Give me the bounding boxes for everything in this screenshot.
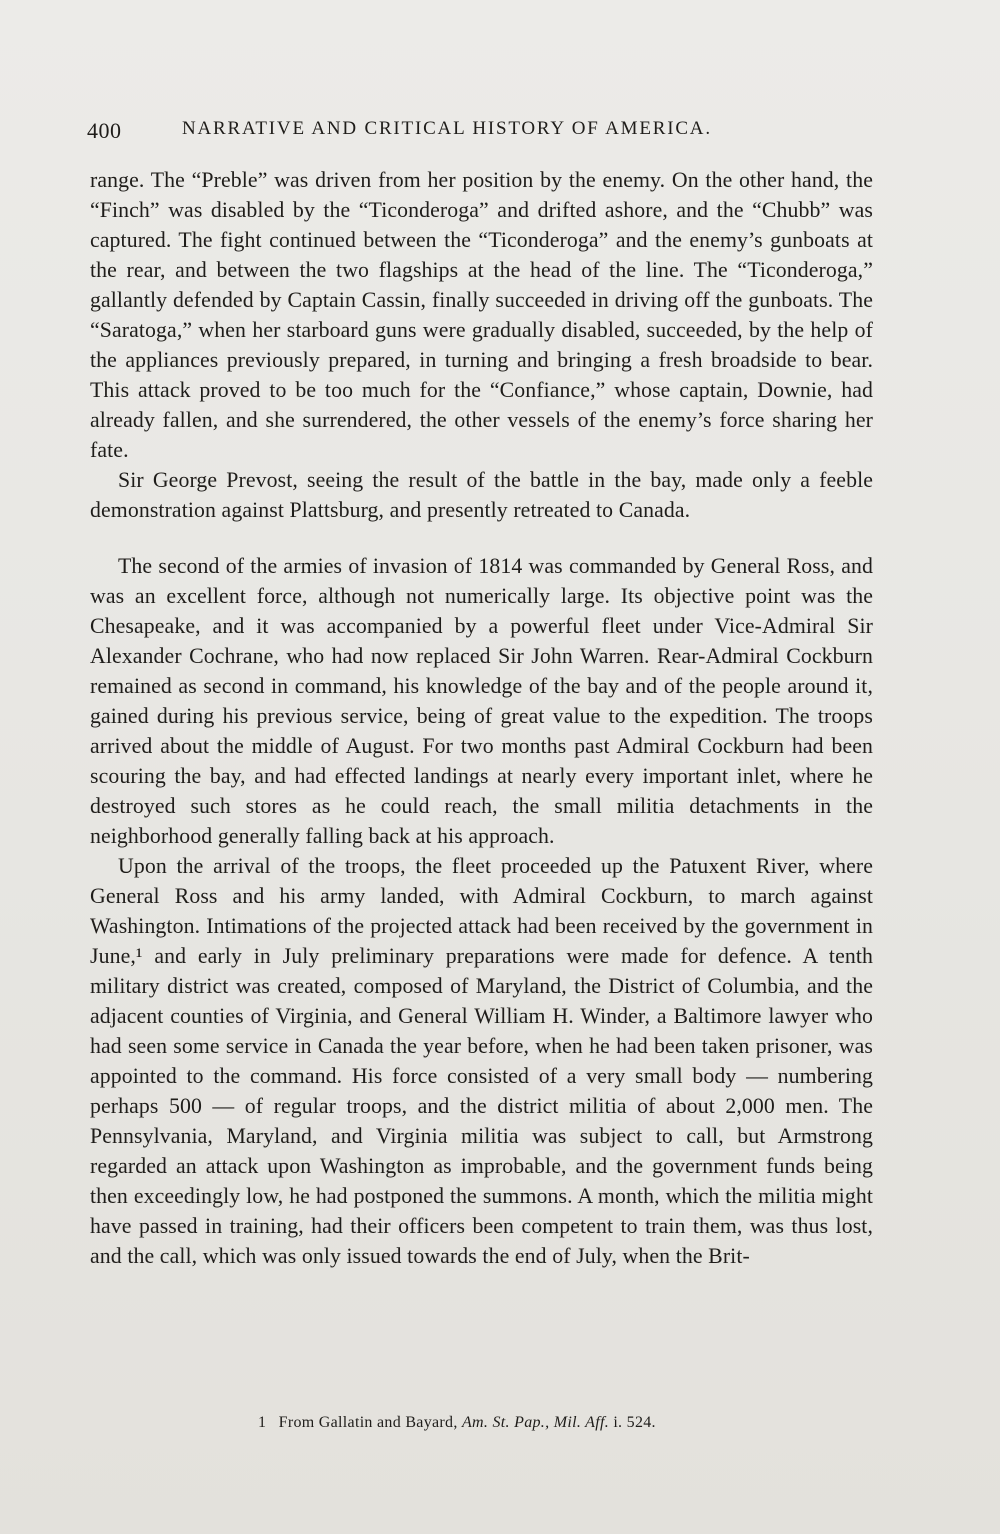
paragraph-march-on-washington: Upon the arrival of the troops, the fleet proceeded up the Patuxent River, where General Ross and his army landed, with Admiral Cockburn, to march against Washington. Intimations of the projected attack had been received by the government in June,¹ and early in July preliminary preparations were made for defence. A tenth military district was created, composed of Maryland, the District of Columbia, and the adjacent counties of Virginia, and General William H. Winder, a Baltimore lawyer who had seen some service in Canada the year before, when he had been taken prisoner, was appointed to the command. His force consisted of a very small body — numbering perhaps 500 — of regular troops, and the district militia of about 2,000 men. The Pennsylvania, Maryland, and Virginia militia was subject to call, but Armstrong regarded an attack upon Washington as improbable, and the government funds being then exceedingly low, he had postponed the summons. A month, which the militia might have passed in training, had their officers been competent to train them, was thus lost, and the call, which was only issued towards the end of July, when the Brit- xyxy=(90,854,873,1268)
footnote-reference: i. 524. xyxy=(613,1414,656,1431)
section-gap xyxy=(90,525,873,551)
footnote-citation: Am. St. Pap., Mil. Aff. xyxy=(461,1414,609,1431)
page-header xyxy=(87,118,887,148)
footnote-marker: 1 xyxy=(258,1414,267,1431)
page-number: 400 xyxy=(87,118,122,143)
footnote xyxy=(258,1414,656,1432)
page-body xyxy=(90,165,873,1415)
paragraph-second-army: The second of the armies of invasion of 1814 was commanded by General Ross, and was an excellent force, although not numerically large. Its objective point was the Chesapeake, and it was accompanied by a powerful fleet under Vice-Admiral Sir Alexander Cochrane, who had now replaced Sir John Warren. Rear-Admiral Cockburn remained as second in command, his knowledge of the bay and of the people around it, gained during his previous service, being of great value to the expedition. The troops arrived about the middle of August. For two months past Admiral Cockburn had been scouring the bay, and had effected landings at nearly every important inlet, where he destroyed such stores as he could reach, the small militia detachments in the neighborhood generally falling back at his approach. xyxy=(90,554,873,848)
running-title: NARRATIVE AND CRITICAL HISTORY OF AMERICA. xyxy=(182,118,712,139)
footnote-text: From Gallatin and Bayard, xyxy=(278,1414,458,1431)
paragraph-prevost-retreat: Sir George Prevost, seeing the result of the battle in the bay, made only a feeble demonstration against Plattsburg, and presently retreated to Canada. xyxy=(90,468,873,522)
paragraph-battle-continued: range. The “Preble” was driven from her position by the enemy. On the other hand, the “Finch” was disabled by the “Ticonderoga” and drifted ashore, and the “Chubb” was captured. The fight continued between the “Ticonderoga” and the enemy’s gunboats at the rear, and between the two flagships at the head of the line. The “Ticonderoga,” gallantly defended by Captain Cassin, finally succeeded in driving off the gunboats. The “Saratoga,” when her starboard guns were gradually disabled, succeeded, by the help of the appliances previously prepared, in turning and bringing a fresh broadside to bear. This attack proved to be too much for the “Confiance,” whose captain, Downie, had already fallen, and she surrendered, the other vessels of the enemy’s force sharing her fate. xyxy=(90,168,873,462)
